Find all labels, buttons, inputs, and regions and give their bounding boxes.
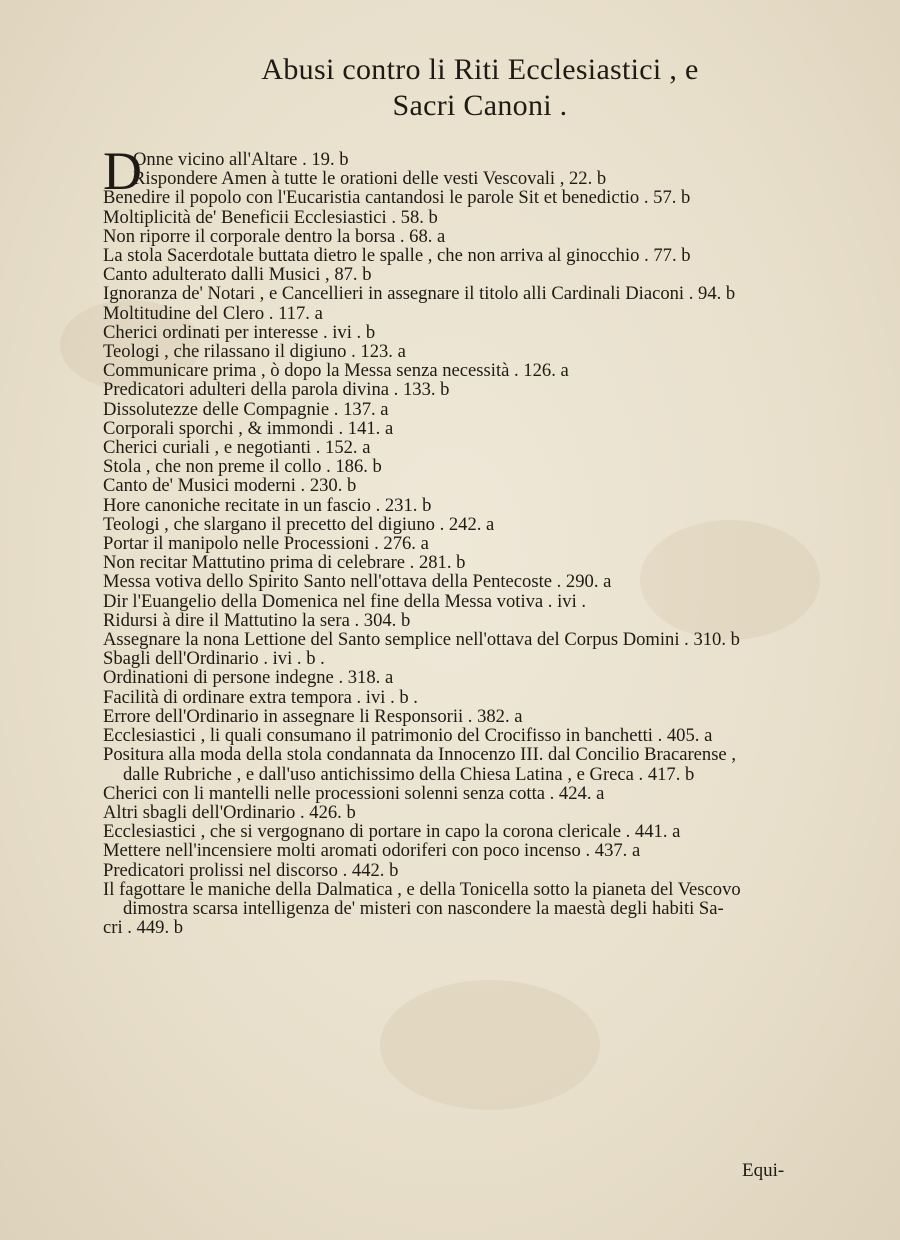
index-entry: Portar il manipolo nelle Processioni . 276. a — [103, 534, 429, 554]
index-entry: Predicatori prolissi nel discorso . 442. b — [103, 860, 399, 880]
index-entry: Benedire il popolo con l'Eucaristia cantandosi le parole Sit et benedictio . 57. b — [103, 188, 691, 208]
index-entry: Canto de' Musici moderni . 230. b — [103, 476, 357, 496]
index-entry: Assegnare la nona Lettione del Santo semplice nell'ottava del Corpus Domini . 310. b — [103, 630, 740, 650]
index-entry: Non riporre il corporale dentro la borsa . 68. a — [103, 226, 446, 247]
index-entry: Rispondere Amen à tutte le orationi delle vesti Vescovali , 22. b — [133, 169, 607, 189]
index-entry: Canto adulterato dalli Musici , 87. b — [103, 265, 372, 285]
index-entry: Predicatori adulteri della parola divina . 133. b — [103, 380, 450, 400]
index-entry: Altri sbagli dell'Ordinario . 426. b — [103, 802, 356, 823]
index-entry: Facilità di ordinare extra tempora . ivi . b . — [103, 687, 418, 707]
drop-cap: D — [103, 141, 142, 201]
index-entry: Moltitudine del Clero . 117. a — [103, 303, 323, 323]
index-entry: Dir l'Euangelio della Domenica nel fine della Messa votiva . ivi . — [103, 591, 587, 611]
index-entry-continuation: dalle Rubriche , e dall'uso antichissimo della Chiesa Latina , e Greca . 417. b — [123, 764, 695, 784]
page-title-line-1: Abusi contro li Riti Ecclesiastici , e — [261, 53, 699, 86]
index-entry: Cherici ordinati per interesse . ivi . b — [103, 322, 376, 343]
index-entry: Dissolutezze delle Compagnie . 137. a — [103, 399, 389, 419]
index-entry: Non recitar Mattutino prima di celebrare . 281. b — [103, 553, 466, 573]
index-entry: Teologi , che slargano il precetto del digiuno . 242. a — [103, 514, 495, 535]
index-entry: Ecclesiastici , che si vergognano di portare in capo la corona clericale . 441. a — [103, 822, 681, 842]
page-title-line-2: Sacri Canoni . — [392, 89, 568, 122]
index-entry: La stola Sacerdotale buttata dietro le spalle , che non arriva al ginocchio . 77. b — [103, 246, 691, 266]
index-entry: Stola , che non preme il collo . 186. b — [103, 457, 382, 477]
paper-stain — [380, 980, 600, 1110]
index-entry: Moltiplicità de' Beneficii Ecclesiastici . 58. b — [103, 207, 438, 227]
index-entry: Ridursi à dire il Mattutino la sera . 304. b — [103, 610, 411, 631]
index-entry: Positura alla moda della stola condannata da Innocenzo III. dal Concilio Bracarense , — [103, 745, 736, 765]
index-entry: Onne vicino all'Altare . 19. b — [133, 150, 349, 170]
index-entry: Il fagottare le maniche della Dalmatica , e della Tonicella sotto la pianeta del Vescovo — [103, 879, 741, 899]
index-entry-continuation: dimostra scarsa intelligenza de' misteri con nascondere la maestà degli habiti Sa- — [123, 898, 724, 919]
index-entry: Cherici con li mantelli nelle processioni solenni senza cotta . 424. a — [103, 783, 605, 803]
index-entry: Corporali sporchi , & immondi . 141. a — [103, 418, 394, 439]
index-entry: Ignoranza de' Notari , e Cancellieri in assegnare il titolo alli Cardinali Diaconi . 94. b — [103, 284, 736, 304]
index-entry: Messa votiva dello Spirito Santo nell'ottava della Pentecoste . 290. a — [103, 572, 612, 592]
index-entry: Ecclesiastici , li quali consumano il patrimonio del Crocifisso in banchetti . 405. a — [103, 726, 713, 746]
index-entries — [103, 141, 833, 938]
index-entry: Cherici curiali , e negotianti . 152. a — [103, 438, 371, 458]
index-entry: Ordinationi di persone indegne . 318. a — [103, 668, 394, 688]
catchword: Equi- — [742, 1160, 785, 1181]
index-entry: Sbagli dell'Ordinario . ivi . b . — [103, 649, 325, 669]
index-entry-continuation: cri . 449. b — [103, 918, 184, 938]
index-entry: Mettere nell'incensiere molti aromati odoriferi con poco incenso . 437. a — [103, 841, 641, 861]
index-entry: Errore dell'Ordinario in assegnare li Responsorii . 382. a — [103, 706, 523, 727]
index-entry: Teologi , che rilassano il digiuno . 123. a — [103, 342, 406, 362]
index-entry: Hore canoniche recitate in un fascio . 231. b — [103, 495, 432, 515]
index-entry: Communicare prima , ò dopo la Messa senza necessità . 126. a — [103, 361, 569, 381]
